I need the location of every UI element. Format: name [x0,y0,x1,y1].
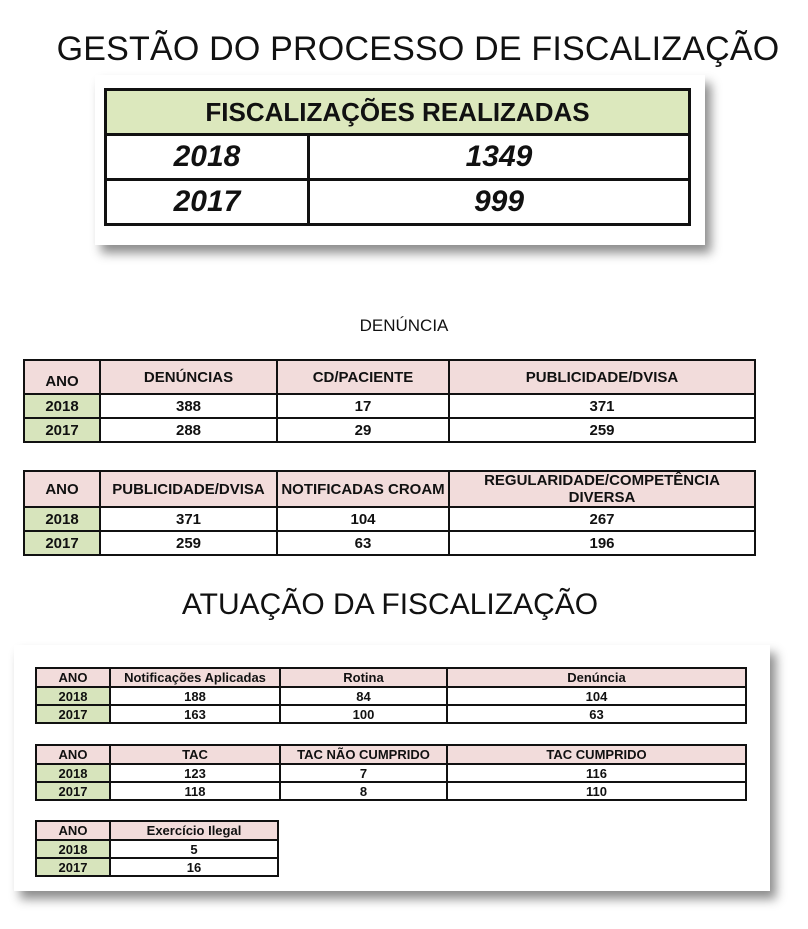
col-header: PUBLICIDADE/DVISA [449,360,755,394]
table-row [24,418,755,442]
value-cell: 123 [110,764,280,782]
table-row [36,764,746,782]
col-header: Denúncia [447,668,746,687]
denuncia-table-2 [23,470,756,556]
year-cell: 2018 [36,764,110,782]
atuacao-table-3 [35,820,279,877]
col-header: TAC [110,745,280,764]
col-header: ANO [36,745,110,764]
year-cell: 2017 [36,858,110,876]
value-cell: 84 [280,687,447,705]
table-row [106,135,690,180]
value-cell: 8 [280,782,447,800]
value-cell: 5 [110,840,278,858]
year-cell: 2017 [24,531,100,555]
col-header: PUBLICIDADE/DVISA [100,471,277,507]
value-cell: 1349 [309,135,690,180]
year-cell: 2017 [106,180,309,225]
header-row [24,360,755,394]
table-row [36,705,746,723]
header-row [24,471,755,507]
value-cell: 63 [277,531,449,555]
year-cell: 2018 [24,394,100,418]
value-cell: 16 [110,858,278,876]
value-cell: 188 [110,687,280,705]
value-cell: 267 [449,507,755,531]
value-cell: 110 [447,782,746,800]
col-header: TAC NÃO CUMPRIDO [280,745,447,764]
value-cell: 371 [449,394,755,418]
value-cell: 7 [280,764,447,782]
year-cell: 2017 [36,705,110,723]
realizadas-header: FISCALIZAÇÕES REALIZADAS [106,90,690,135]
atuacao-table-1 [35,667,747,724]
table-row [36,858,278,876]
year-cell: 2018 [36,840,110,858]
value-cell: 100 [280,705,447,723]
table-row [106,180,690,225]
table-row [36,840,278,858]
table-row [24,394,755,418]
value-cell: 259 [100,531,277,555]
year-cell: 2017 [36,782,110,800]
year-cell: 2017 [24,418,100,442]
header-row [36,821,278,840]
value-cell: 63 [447,705,746,723]
value-cell: 196 [449,531,755,555]
year-cell: 2018 [24,507,100,531]
value-cell: 371 [100,507,277,531]
value-cell: 116 [447,764,746,782]
col-header: REGULARIDADE/COMPETÊNCIA DIVERSA [449,471,755,507]
main-title: GESTÃO DO PROCESSO DE FISCALIZAÇÃO [56,30,780,68]
header-row [36,745,746,764]
value-cell: 104 [277,507,449,531]
col-header: ANO [36,821,110,840]
atuacao-title: ATUAÇÃO DA FISCALIZAÇÃO [181,588,599,621]
value-cell: 17 [277,394,449,418]
value-cell: 288 [100,418,277,442]
table-row [36,687,746,705]
table-row [24,507,755,531]
col-header: Exercício Ilegal [110,821,278,840]
value-cell: 163 [110,705,280,723]
year-cell: 2018 [106,135,309,180]
col-header: CD/PACIENTE [277,360,449,394]
col-header: Notificações Aplicadas [110,668,280,687]
table-row [24,531,755,555]
atuacao-table-2 [35,744,747,801]
realizadas-table [104,88,691,226]
value-cell: 29 [277,418,449,442]
value-cell: 259 [449,418,755,442]
col-header: NOTIFICADAS CROAM [277,471,449,507]
value-cell: 999 [309,180,690,225]
header-row [36,668,746,687]
col-header: DENÚNCIAS [100,360,277,394]
col-header: TAC CUMPRIDO [447,745,746,764]
col-header: Rotina [280,668,447,687]
year-cell: 2018 [36,687,110,705]
denuncia-title: DENÚNCIA [359,316,449,335]
value-cell: 388 [100,394,277,418]
table-row [36,782,746,800]
col-header: ANO [24,360,100,394]
value-cell: 104 [447,687,746,705]
col-header: ANO [24,471,100,507]
denuncia-table-1 [23,359,756,443]
value-cell: 118 [110,782,280,800]
col-header: ANO [36,668,110,687]
